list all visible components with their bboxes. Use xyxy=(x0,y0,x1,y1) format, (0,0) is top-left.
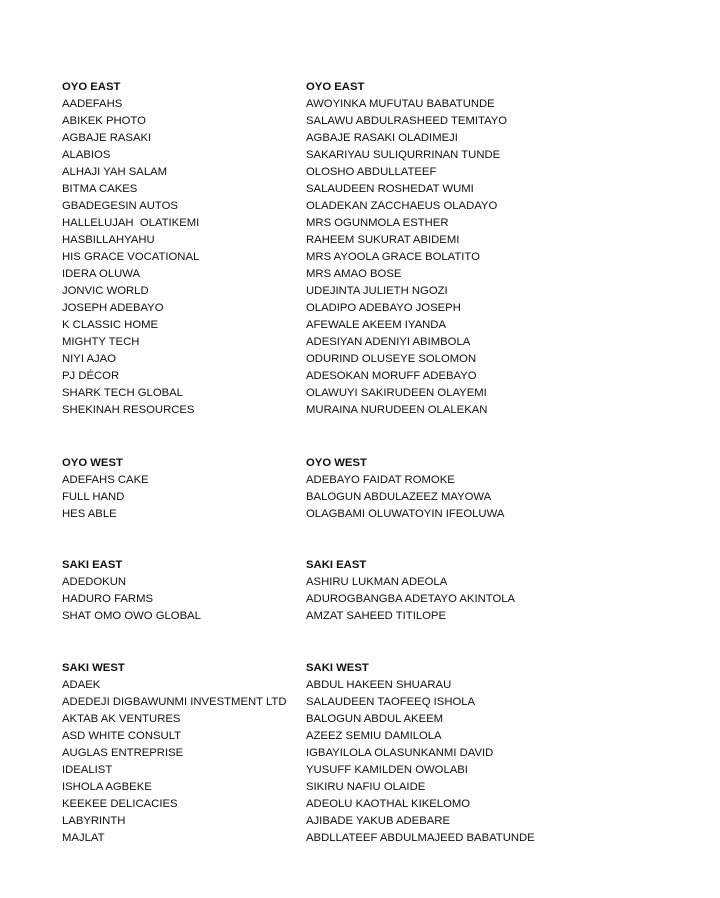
business-name: AKTAB AK VENTURES xyxy=(62,713,181,725)
section-oyo-east xyxy=(62,79,702,419)
person-name: OLADEKAN ZACCHAEUS OLADAYO xyxy=(306,200,498,212)
business-column-heading: OYO EAST xyxy=(62,81,121,93)
business-name: KEEKEE DELICACIES xyxy=(62,798,178,810)
list-row xyxy=(62,198,702,215)
section-heading-row xyxy=(62,557,702,574)
section-heading-row xyxy=(62,455,702,472)
list-row xyxy=(62,591,702,608)
list-row xyxy=(62,762,702,779)
business-name: ALHAJI YAH SALAM xyxy=(62,166,168,178)
person-name: ADEBAYO FAIDAT ROMOKE xyxy=(306,474,455,486)
business-name: IDEALIST xyxy=(62,764,113,776)
list-row xyxy=(62,830,702,847)
business-name: HALLELUJAH OLATIKEMI xyxy=(62,217,200,229)
business-name: JOSEPH ADEBAYO xyxy=(62,302,164,314)
business-name: AUGLAS ENTREPRISE xyxy=(62,747,184,759)
person-name: AWOYINKA MUFUTAU BABATUNDE xyxy=(306,98,495,110)
business-name: IDERA OLUWA xyxy=(62,268,141,280)
list-row xyxy=(62,711,702,728)
section-heading-row xyxy=(62,79,702,96)
person-name: MRS AMAO BOSE xyxy=(306,268,402,280)
person-name: OLOSHO ABDULLATEEF xyxy=(306,166,437,178)
person-name: SAKARIYAU SULIQURRINAN TUNDE xyxy=(306,149,501,161)
section-heading-row xyxy=(62,660,702,677)
list-row xyxy=(62,574,702,591)
name-column-heading: OYO WEST xyxy=(306,457,367,469)
list-row xyxy=(62,677,702,694)
list-row xyxy=(62,164,702,181)
business-name: MAJLAT xyxy=(62,832,105,844)
list-row xyxy=(62,249,702,266)
person-name: ABDUL HAKEEN SHUARAU xyxy=(306,679,452,691)
business-name: JONVIC WORLD xyxy=(62,285,149,297)
list-row xyxy=(62,181,702,198)
list-row xyxy=(62,745,702,762)
list-row xyxy=(62,813,702,830)
person-name: OLAGBAMI OLUWATOYIN IFEOLUWA xyxy=(306,508,505,520)
person-name: BALOGUN ABDUL AKEEM xyxy=(306,713,444,725)
person-name: BALOGUN ABDULAZEEZ MAYOWA xyxy=(306,491,492,503)
list-row xyxy=(62,489,702,506)
list-row xyxy=(62,694,702,711)
business-name: MIGHTY TECH xyxy=(62,336,140,348)
business-name: ADEFAHS CAKE xyxy=(62,474,149,486)
business-name: AADEFAHS xyxy=(62,98,123,110)
person-name: OLAWUYI SAKIRUDEEN OLAYEMI xyxy=(306,387,487,399)
business-name: AGBAJE RASAKI xyxy=(62,132,152,144)
business-name: HES ABLE xyxy=(62,508,117,520)
section-oyo-west xyxy=(62,455,702,523)
business-name: HASBILLAHYAHU xyxy=(62,234,155,246)
person-name: RAHEEM SUKURAT ABIDEMI xyxy=(306,234,460,246)
person-name: ADEOLU KAOTHAL KIKELOMO xyxy=(306,798,471,810)
business-name: NIYI AJAO xyxy=(62,353,116,365)
person-name: AMZAT SAHEED TITILOPE xyxy=(306,610,446,622)
list-row xyxy=(62,317,702,334)
name-column-heading: SAKI WEST xyxy=(306,662,369,674)
person-name: UDEJINTA JULIETH NGOZI xyxy=(306,285,448,297)
person-name: AZEEZ SEMIU DAMILOLA xyxy=(306,730,442,742)
name-column-heading: OYO EAST xyxy=(306,81,365,93)
business-name: HIS GRACE VOCATIONAL xyxy=(62,251,200,263)
person-name: IGBAYILOLA OLASUNKANMI DAVID xyxy=(306,747,494,759)
person-name: ASHIRU LUKMAN ADEOLA xyxy=(306,576,448,588)
list-row xyxy=(62,472,702,489)
person-name: ODURIND OLUSEYE SOLOMON xyxy=(306,353,477,365)
list-row xyxy=(62,385,702,402)
list-row xyxy=(62,728,702,745)
person-name: ADUROGBANGBA ADETAYO AKINTOLA xyxy=(306,593,516,605)
business-name: SHEKINAH RESOURCES xyxy=(62,404,195,416)
person-name: ADESIYAN ADENIYI ABIMBOLA xyxy=(306,336,471,348)
business-column-heading: SAKI WEST xyxy=(62,662,125,674)
business-name: SHARK TECH GLOBAL xyxy=(62,387,183,399)
business-name: GBADEGESIN AUTOS xyxy=(62,200,178,212)
business-column-heading: OYO WEST xyxy=(62,457,123,469)
business-name: K CLASSIC HOME xyxy=(62,319,159,331)
list-row xyxy=(62,796,702,813)
person-name: YUSUFF KAMILDEN OWOLABI xyxy=(306,764,468,776)
list-row xyxy=(62,300,702,317)
business-name: PJ DÉCOR xyxy=(62,370,120,382)
person-name: AGBAJE RASAKI OLADIMEJI xyxy=(306,132,458,144)
person-name: SALAWU ABDULRASHEED TEMITAYO xyxy=(306,115,508,127)
business-name: ASD WHITE CONSULT xyxy=(62,730,182,742)
business-name: LABYRINTH xyxy=(62,815,126,827)
list-row xyxy=(62,506,702,523)
person-name: AJIBADE YAKUB ADEBARE xyxy=(306,815,450,827)
list-row xyxy=(62,96,702,113)
business-name: HADURO FARMS xyxy=(62,593,154,605)
business-name: ABIKEK PHOTO xyxy=(62,115,146,127)
list-row xyxy=(62,608,702,625)
list-row xyxy=(62,113,702,130)
business-name: BITMA CAKES xyxy=(62,183,138,195)
business-name: ADEDEJI DIGBAWUNMI INVESTMENT LTD xyxy=(62,696,287,708)
name-column-heading: SAKI EAST xyxy=(306,559,367,571)
person-name: MRS OGUNMOLA ESTHER xyxy=(306,217,449,229)
business-name: SHAT OMO OWO GLOBAL xyxy=(62,610,201,622)
person-name: OLADIPO ADEBAYO JOSEPH xyxy=(306,302,461,314)
person-name: AFEWALE AKEEM IYANDA xyxy=(306,319,446,331)
person-name: SIKIRU NAFIU OLAIDE xyxy=(306,781,426,793)
list-row xyxy=(62,130,702,147)
business-name: ISHOLA AGBEKE xyxy=(62,781,152,793)
list-row xyxy=(62,147,702,164)
person-name: MURAINA NURUDEEN OLALEKAN xyxy=(306,404,488,416)
business-name: FULL HAND xyxy=(62,491,125,503)
business-name: ADEDOKUN xyxy=(62,576,127,588)
business-column-heading: SAKI EAST xyxy=(62,559,123,571)
list-row xyxy=(62,402,702,419)
section-saki-west xyxy=(62,660,702,847)
person-name: MRS AYOOLA GRACE BOLATITO xyxy=(306,251,480,263)
business-name: ADAEK xyxy=(62,679,101,691)
person-name: ADESOKAN MORUFF ADEBAYO xyxy=(306,370,477,382)
person-name: SALAUDEEN TAOFEEQ ISHOLA xyxy=(306,696,476,708)
list-row xyxy=(62,266,702,283)
list-row xyxy=(62,232,702,249)
list-row xyxy=(62,283,702,300)
person-name: ABDLLATEEF ABDULMAJEED BABATUNDE xyxy=(306,832,535,844)
business-name: ALABIOS xyxy=(62,149,111,161)
list-row xyxy=(62,351,702,368)
section-saki-east xyxy=(62,557,702,625)
list-row xyxy=(62,215,702,232)
list-row xyxy=(62,334,702,351)
list-row xyxy=(62,779,702,796)
person-name: SALAUDEEN ROSHEDAT WUMI xyxy=(306,183,474,195)
list-row xyxy=(62,368,702,385)
